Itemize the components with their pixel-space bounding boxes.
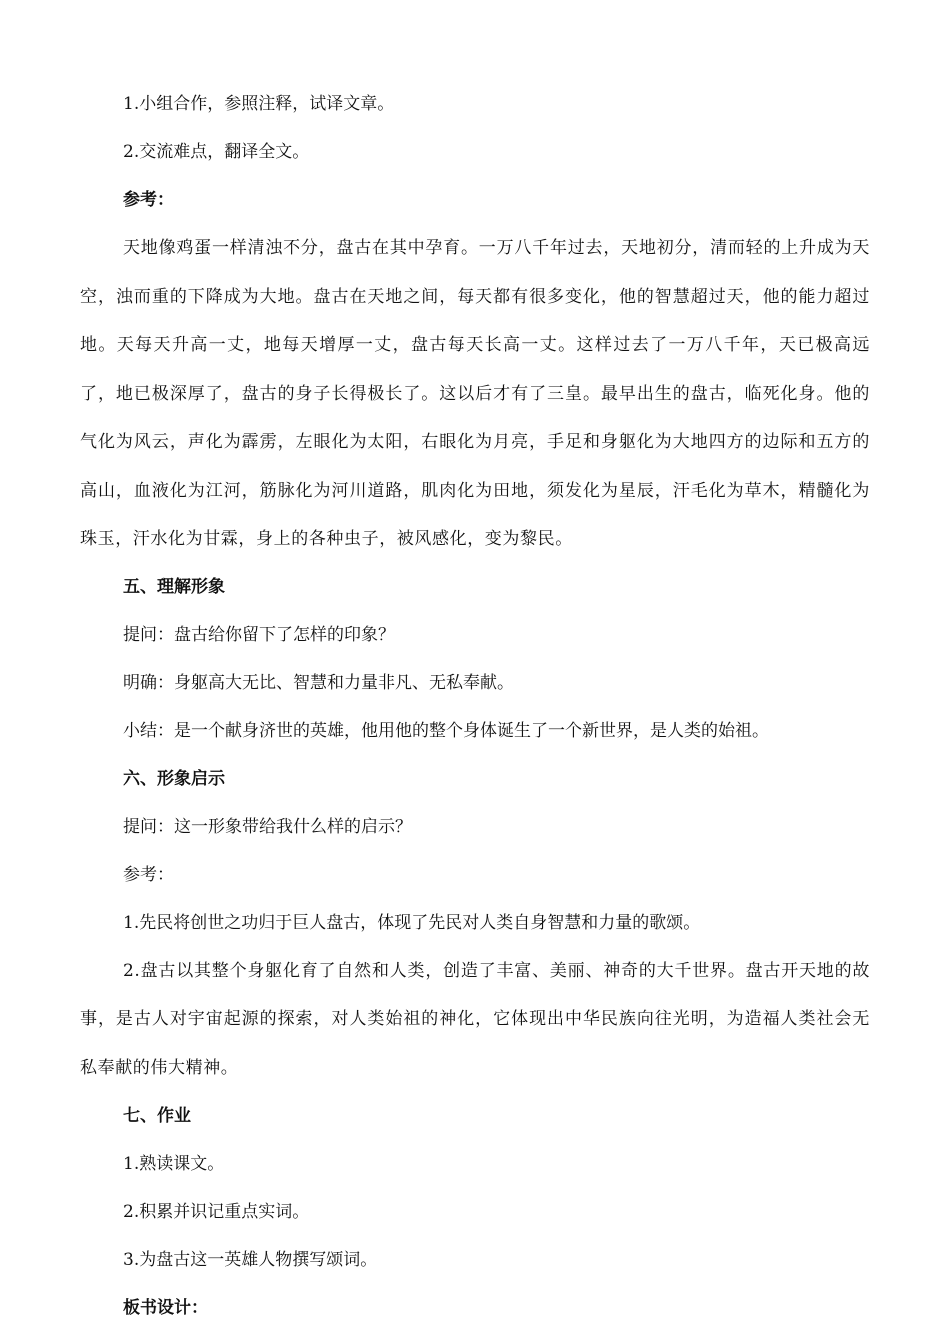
reference-heading: 参考： xyxy=(123,190,174,210)
document-content xyxy=(80,80,870,1332)
homework-1: 1.熟读课文。 xyxy=(123,1154,225,1174)
section-6-reference-1: 1.先民将创世之功归于巨人盘古，体现了先民对人类自身智慧和力量的歌颂。 xyxy=(123,912,701,933)
section-5-question: 提问：盘古给你留下了怎样的印象？ xyxy=(123,624,395,645)
homework-3: 3.为盘古这一英雄人物撰写颂词。 xyxy=(123,1250,378,1270)
section-5-heading: 五、理解形象 xyxy=(123,576,225,597)
homework-2: 2.积累并识记重点实词。 xyxy=(123,1202,310,1222)
step-1-text: 1.小组合作，参照注释，试译文章。 xyxy=(123,94,395,114)
section-5-summary: 小结：是一个献身济世的英雄，他用他的整个身体诞生了一个新世界，是人类的始祖。 xyxy=(123,720,769,741)
section-5-answer: 明确：身躯高大无比、智慧和力量非凡、无私奉献。 xyxy=(123,672,514,693)
section-6-reference-2: 2.盘古以其整个身躯化育了自然和人类，创造了丰富、美丽、神奇的大千世界。盘古开天地的故事，是古人对宇宙起源的探索，对人类始祖的神化，它体现出中华民族向往光明，为造福人类社会无私奉献的伟大精神。 xyxy=(80,960,870,1078)
section-7-heading: 七、作业 xyxy=(123,1106,191,1126)
section-6-reference-label: 参考： xyxy=(123,864,174,885)
board-design-heading: 板书设计： xyxy=(123,1298,208,1318)
translation-paragraph: 天地像鸡蛋一样清浊不分，盘古在其中孕育。一万八千年过去，天地初分，清而轻的上升成为天空，浊而重的下降成为大地。盘古在天地之间，每天都有很多变化，他的智慧超过天，他的能力超过地。天每天升高一丈，地每天增厚一丈，盘古每天长高一丈。这样过去了一万八千年，天已极高远了，地已极深厚了，盘古的身子长得极长了。这以后才有了三皇。最早出生的盘古，临死化身。他的气化为风云，声化为霹雳，左眼化为太阳，右眼化为月亮，手足和身躯化为大地四方的边际和五方的高山，血液化为江河，筋脉化为河川道路，肌肉化为田地，须发化为星辰，汗毛化为草木，精髓化为珠玉，汗水化为甘霖，身上的各种虫子，被风感化，变为黎民。 xyxy=(80,238,870,549)
step-2-text: 2.交流难点，翻译全文。 xyxy=(123,142,310,162)
section-6-question: 提问：这一形象带给我什么样的启示？ xyxy=(123,816,412,837)
section-6-heading: 六、形象启示 xyxy=(123,768,225,789)
